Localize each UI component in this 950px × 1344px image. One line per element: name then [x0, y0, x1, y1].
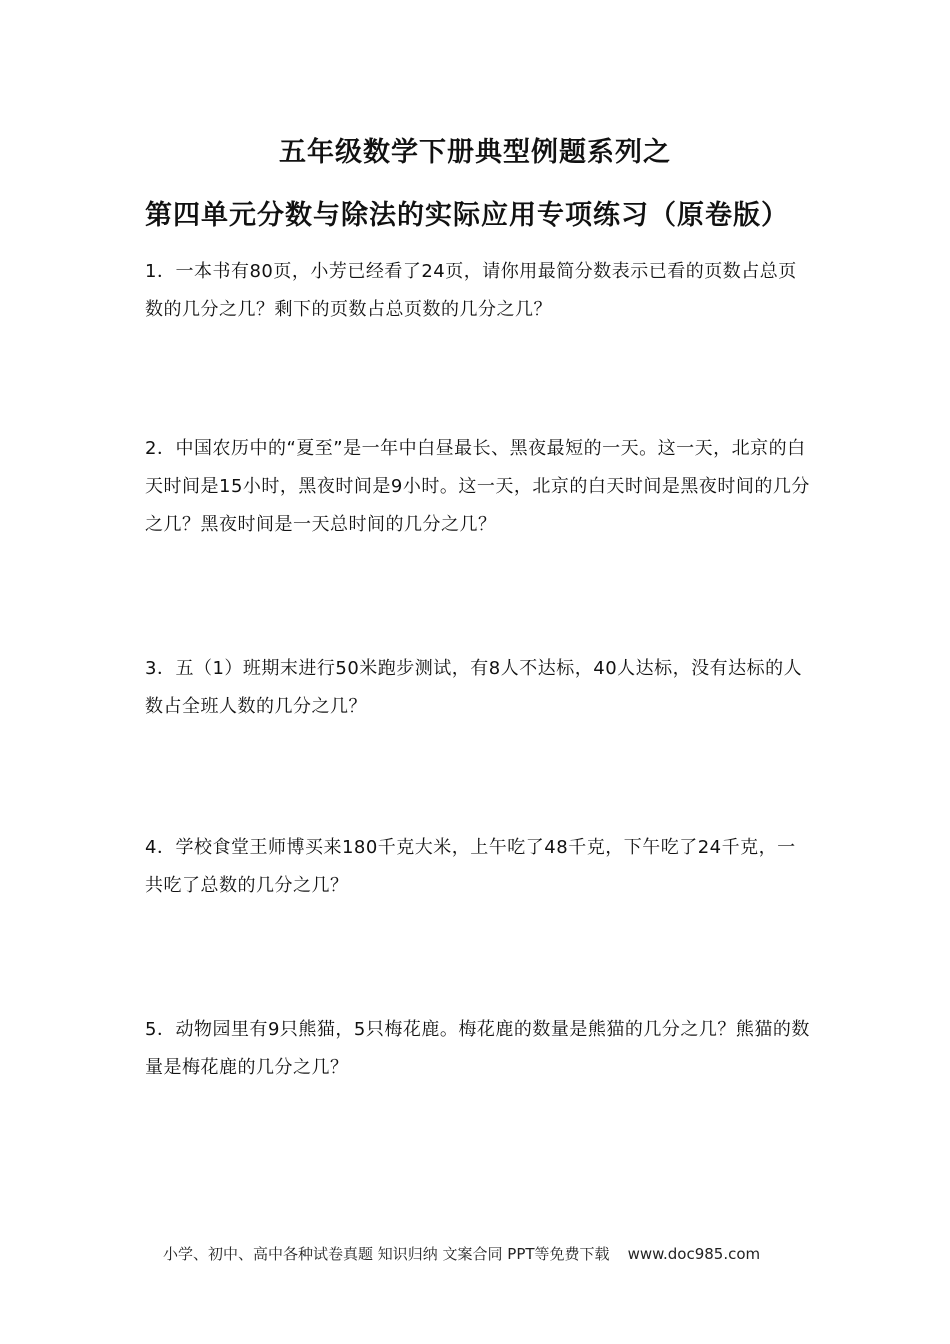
document-subtitle: 第四单元分数与除法的实际应用专项练习（原卷版） [145, 200, 789, 231]
footer [163, 1242, 803, 1266]
footer-site-link[interactable]: www.doc985.com [627, 1245, 761, 1263]
footer-text: 小学、初中、高中各种试卷真题 知识归纳 文案合同 PPT等免费下载 [163, 1245, 610, 1263]
question-4: 4．学校食堂王师博买来180千克大米，上午吃了48千克，下午吃了24千克，一共吃了总数的几分之几？ [145, 837, 796, 896]
document-title: 五年级数学下册典型例题系列之 [279, 137, 671, 168]
question-5: 5．动物园里有9只熊猫，5只梅花鹿。梅花鹿的数量是熊猫的几分之几？熊猫的数量是梅花鹿的几分之几？ [145, 1019, 810, 1078]
question-2: 2．中国农历中的“夏至”是一年中白昼最长、黑夜最短的一天。这一天，北京的白天时间是15小时，黑夜时间是9小时。这一天，北京的白天时间是黑夜时间的几分之几？黑夜时间是一天总时间的几分之几？ [145, 438, 810, 535]
question-1: 1．一本书有80页，小芳已经看了24页，请你用最简分数表示已看的页数占总页数的几分之几？剩下的页数占总页数的几分之几？ [145, 261, 797, 320]
question-3: 3．五（1）班期末进行50米跑步测试，有8人不达标，40人达标，没有达标的人数占全班人数的几分之几？ [145, 658, 803, 717]
